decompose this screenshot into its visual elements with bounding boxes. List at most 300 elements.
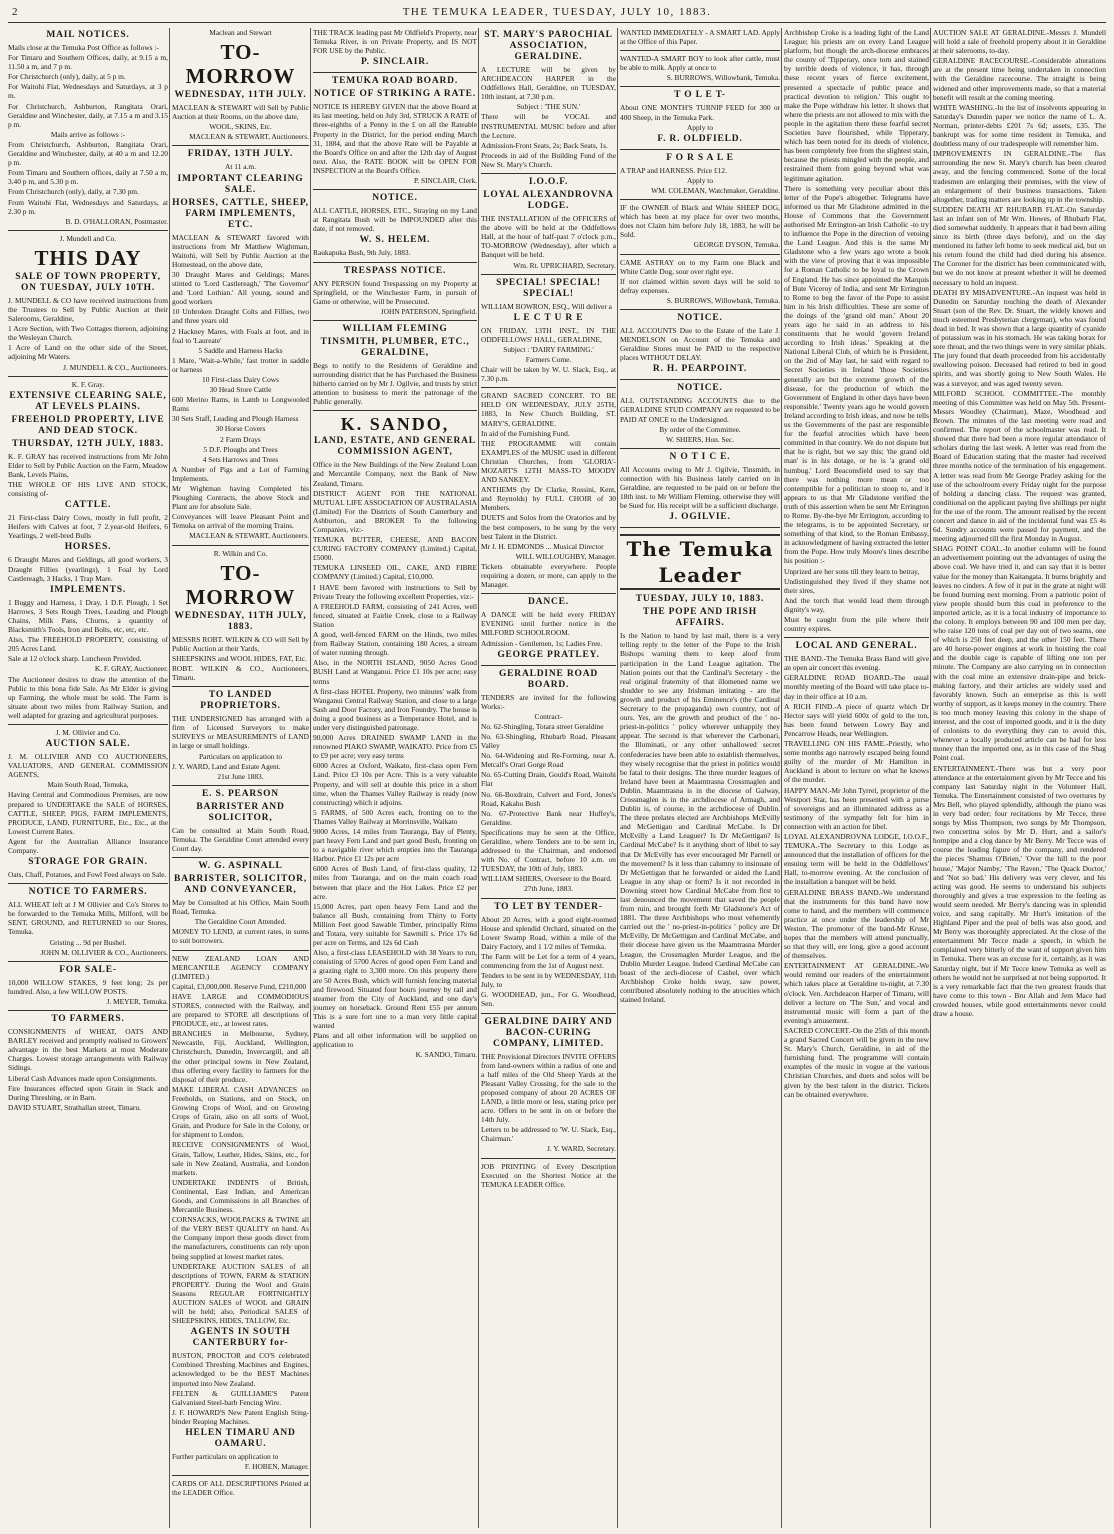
text-line: Mr Wightman having Completed his Ploughing Contracts, the above Stock and Plant are for absolute Sale. [172,484,309,512]
section-divider [172,785,309,786]
text-line: 27th June, 1883. [524,884,573,894]
text-line: Office in the New Buildings of the New Zealand Loan and Mercantile Company, next the Bank of New Zealand, Timaru. [313,460,477,488]
text-line: If not claimed within seven days will be sold to defray expenses. [620,276,780,295]
text-line: Also, a first-class LEASEHOLD with 38 Years to run, consisting of 5700 Acres of good open Fern Land and a grazing right to 3,300 more. On this property there are 50 Acres Bush, which will furnish fencing material and firewood. Situated four hours journey by rail and steamer from the City of Auckland, and one day's journey on horseback. Ground Rent £55 per annum This is a sure fort une to a man very little capital wanted [313,948,477,1030]
text-line: Liberal Cash Advances made upon Consignments. [8,1073,158,1083]
text-line: J. F. HOWARD'S New Patent English Sting-binder Reaping Machines. [172,1407,309,1426]
section-divider [172,857,309,858]
text-line: WEDNESDAY, 11TH JULY. [174,90,307,101]
text-line: The Farm will be Let for a term of 4 years, commencing from the 1st of August next. [481,951,616,971]
text-line: Apply to [686,122,714,132]
text-line: 2 Farm Drays [220,434,261,444]
text-line: TEMUKA LINSEED OIL, CAKE, AND FIBRE COMPANY (Limited.) Capital, £10,000. [313,563,477,582]
text-line: SALE OF TOWN PROPERTY, ON TUESDAY, JULY 10TH. [15,271,161,293]
text-line: LAND, ESTATE, AND GENERAL COMMISSION AGENT, [314,436,476,458]
text-line: Mails close at the Temuka Post Office as follows :- [8,43,159,52]
column-6 [784,28,929,1528]
text-line: Proceeds in aid of the Building Fund of the New St. Mary's Church. [481,150,616,169]
section-divider [313,189,477,190]
text-line: ALL WHEAT left at J M Ollivier and Co's Stores to be forwarded to the Temuka Mills, Milford, will be SENT, GROUND, and RETURNED to our Stores, Temuka. [8,900,168,937]
column-rule [169,28,170,1528]
text-line: May be Consulted at his Office, Main South Road, Temuka. [172,898,309,917]
text-line: TEMUKA BUTTER, CHEESE, AND BACON CURING FACTORY COMPANY (Limited.) Capital, £5000. [313,535,477,563]
text-line: 6000 Acres of Bush Land, of first-class quality, 12 miles from Tauranga, and on the main coach road between that place and the Hot Lakes. Price £2 per acre. [313,864,477,901]
column-3 [313,28,477,1528]
text-line: IMPROVEMENTS IN GERALDINE.-The flax surrounding the new St. Mary's church has been cleared away, and the fencing commenced. Some of the local tradesmen are enlarging their premises, with the view of an enlargement of their business transactions. Taken altogether, trading matters are looking up in the township. [933,149,1106,204]
text-line: SHEEPSKINS and WOOL HIDES, FAT, Etc. [172,653,307,663]
section-divider [8,883,168,884]
text-line: THURSDAY, 12TH JULY, 1883. [12,438,164,449]
text-line: GERALDINE ROAD BOARD. [498,668,599,690]
section-divider [8,230,168,231]
text-line: From Timaru and Southern offices, daily at 7.50 a m, 3.40 p m, and 5.30 p m. [8,168,168,187]
text-line: BRANCHES in Melbourne, Sydney, Newcastle, Fiji, Auckland, Wellington, Christchurch, Dunedin, Invercargill, and all the other principal towns in New Zealand, thus offering every facility to farmers for the disposal of their produce. [172,1029,309,1084]
section-divider [481,593,616,594]
text-line: 5 Saddle and Harness Hacks [198,345,283,355]
text-line: No. 67-Protective Bank near Huffey's, Geraldine. [481,808,616,827]
text-line: 5 FARMS, of 500 Acres each, fronting on to the Thames Valley Railway at Morrinsville, Waikato [313,807,477,826]
text-line: DEATH BY MISADVENTURE.-An inquest was held in Dunedin on Saturday touching the death of Alexander Stuart (son of the Rev. Dr. Stuart, the widely known and much esteemed Presbyterian clergyman), who was found dead in bed. It was shown that a large quantity of cyanide of potassium was in his stomach. He was taking borax for sore throat, and the two things were in very similar phials. The jury found that death proceeded from his accidentally swallowing poison. Deceased had retired to bed in good spirits, and was shortly going to New South Wales. He was a surveyor, and was aged twenty seven. [933,287,1106,388]
text-line: WILLIAM SHIERS, Overseer to the Board. [481,874,612,884]
text-line: BARRISTER, SOLICITOR, AND CONVEYANCER, [173,874,308,896]
text-line: SACRED CONCERT.-On the 25th of this month a grand Sacred Concert will be given in the new St. Mary's Church, Geraldine, in aid of the furnishing fund. The programme will contain examples of the music in vogue at the various Christian Churches, and duets and solos will be given by the best talent in the district. Tickets can be obtained everywhere. [784,1025,929,1099]
page-number: 2 [12,6,19,18]
text-line: ALL CATTLE, HORSES, ETC., Straying on my Land at Rangitata Bush will be IMPOUNDED after this date, if not removed. [313,206,477,234]
text-line: 10 Unbroken Draught Colts and Fillies, two and three years old [172,307,309,326]
text-line: WHITE WASHING.-In the list of insolvents appearing in Saturday's Dunedin paper we notice the name of L. A. Norman, printer-debts £201 7s 6d; assets, £35. The bankrupt was for some time resident in Temuka, and doubtless many of our tradespeople will remember him. [933,102,1106,149]
text-line: N O T I C E. [669,451,731,462]
text-line: Subject : 'DAIRY FARMING.' [503,344,594,354]
text-line: ON FRIDAY, 13TH INST., IN THE ODDFELLOWS' HALL, GERALDINE, [481,325,616,344]
section-divider [172,686,309,687]
text-line: The Geraldine Court Attended. [194,917,287,927]
text-line: 1 Acre of Land on the other side of the Street, adjoining Mr Waters. [8,343,168,362]
text-line: P. SINCLAIR. [360,57,430,68]
text-line: Admission - Gentlemen, 1s; Ladies Free. [481,638,603,648]
text-line: Having Central and Commodious Premises, are now prepared to UNDERTAKE the SALE of HORSES, CATTLE, SHEEP, PIGS, FARM IMPLEMENTS, PRODUCE, LAND, FURNITURE, Etc., Etc., at the Lowest Current Rates. [8,790,168,836]
text-line: SPECIAL! SPECIAL! SPECIAL! [496,277,601,299]
text-line: And the torch that would lead them through dignity's way, [784,595,929,614]
section-divider [784,637,929,638]
text-line: TO LANDED PROPRIETORS. [200,690,281,712]
section-divider [620,254,780,255]
text-line: By order of the Committee. [659,424,741,434]
text-line: WILLIAM BOWRON, ESQ., Will deliver a [481,301,612,311]
text-line: About 20 Acres, with a good eight-roomed House and splendid Orchard, situated on the Lower Swamp Road, within a mile of the Dairy Factory, and 1 1/2 miles of Temuka. [481,914,616,951]
text-line: FREEHOLD PROPERTY, LIVE AND DEAD STOCK. [11,414,165,436]
text-line: THE TRACK leading past Mr Oldfield's Property, near Temuka River, is on Private Property, and IS NOT FOR USE by the Public. [313,28,477,56]
column-5 [620,28,780,1528]
text-line: 600 Merino Rams, in Lamb to Longwooled Rams [172,395,309,414]
text-line: At 11 a.m. [225,162,256,172]
text-line: ROBT. WILKIN & CO., Auctioneers, Timaru. [172,663,309,683]
text-line: HELEN TIMARU AND OAMARU. [185,1428,296,1450]
text-line: J. MUNDELL & CO., Auctioneers. [63,362,168,372]
section-divider [172,545,309,546]
text-line: 5 D.F. Ploughs and Trees [203,444,278,454]
section-divider [481,665,616,666]
section-divider [8,961,168,962]
text-line: J. OGILVIE. [669,512,731,523]
text-line: SUDDEN DEATH AT RHUBARB FLAT.-On Saturday last an infant son of Mr Wm. Howes, of Rhubarb Flat, died somewhat suddenly. It appears that it had been ailing since its birth (three days before), and on the day mentioned its father left home to seek medical aid, but on his return found the child had died during his absence. The Coroner for the district has been communicated with, but we do not know at present whether it will be deemed necessary to hold an inquest. [933,204,1106,287]
text-line: RECEIVE CONSIGNMENTS of Wool, Grain, Tallow, Leather, Hides, Skins, etc., for sale in New Zealand, Australia, and London markets. [172,1140,309,1177]
text-line: 30 Draught Mares and Geldings; Mares stinted to 'Lord Castlereagh,' 'The Governor' and 'Lord Lothian.' All young, sound and good workers [172,269,309,307]
text-line: AUCTION SALE. [45,739,131,750]
text-line: TUESDAY, JULY 10, 1883. [635,594,765,605]
text-line: 10 First-class Dairy Cows [202,374,279,384]
text-line: NOTICE. [677,383,723,394]
text-line: Particulars on application to [198,751,283,761]
text-line: T O L E T- [674,90,726,101]
text-line: MAKE LIBERAL CASH ADVANCES on Freeholds, on Stations, and on Stock, on Growing Crops of Wool, and on Growing Crops of Grain, also on all sorts of Wool, Grain, and Produce for Sale in the Colony, or for shipment to London. [172,1084,309,1140]
text-line: Must be caught from the pile where their country expires. [784,615,929,634]
section-divider [8,1010,168,1011]
text-line: W. SHIERS, Hon. Sec. [665,434,735,444]
text-line: J. MEYER, Temuka. [106,996,168,1006]
text-line: Also, in the NORTH ISLAND, 9050 Acres Good BUSH Land at Wanganui. Price £1 10s per acre; easy terms [313,658,477,686]
text-line: No. 66-Boxdrain, Culvert and Ford, Jones's Road, Kakahu Bush [481,789,616,808]
text-line: From Christchurch, Ashburton, Rangitata Orari, Geraldine and Winchester, daily, at 40 a m and 12.20 p m. [8,139,168,168]
text-line: Mails arrive as follows :- [50,129,126,139]
text-line: Sale at 12 o'clock sharp. Luncheon Provided. [8,654,142,664]
text-line: GERALDINE DAIRY AND BACON-CURING COMPANY, LIMITED. [484,1016,613,1049]
section-divider [481,1158,616,1159]
text-line: TO FARMERS. [51,1014,125,1025]
column-2 [172,28,309,1528]
text-line: A Number of Pigs and a Lot of Farming Implements. [172,464,309,483]
text-line: WILLIAM FLEMING [342,323,448,334]
column-rule [478,28,479,1528]
text-line: All Accounts owing to Mr J. Ogilvie, Tinsmith, in connection with his Business lately carried on in Geraldine, are requested to be paid on or before the 18th inst. to Mr William Fleming, otherwise they will be Sued for. His receipt will be a sufficient discharge. [620,464,780,511]
text-line: K. F. GRAY has received instructions from Mr John Elder to Sell by Public Auction on the Farm, Meadow Bank, Levels Plains, [8,451,168,479]
text-line: For Christchurch (only), daily, at 5 p m. [8,72,126,82]
text-line: TEMUKA ROAD BOARD. [331,76,459,87]
text-line: 1 Mare, 'Wait-a-While,' fast trotter in saddle or harness [172,355,309,374]
text-line: Fire Insurances effected upon Grain in Stack and During Threshing, or in Barn. [8,1083,168,1102]
text-line: J. M. OLLIVIER AND CO AUCTIONEERS, VALUATORS, AND GENERAL COMMISSION AGENTS, [8,752,168,780]
text-line: Begs to notify to the Residents of Geraldine and surrounding district that he has Purchased the Business hitherto carried on by Mr J. Ogilvie, and trusts by strict attention to business to merit the patronage of the Public generally. [313,360,477,407]
text-line: About ONE MONTH'S TURNIP FEED for 300 or 400 Sheep, in the Temuka Park. [620,103,780,122]
text-line: SHAG POINT COAL.-In another column will be found an advertisement pointing out the advantages of using the above coal. We have tried it, and can say that it is better value for the money than Kaitangata. It burns brightly and leaves no cinders. A few of it put in the grate at night will be found burning next morning. From a patriotic point of view people should burn this coal in preference to the imported article, as it is a local industry of importance to the colony. It employs between 90 and 100 men per day, who raise 120 tons of coal per day out of two seams, one of which is 250 feet deep, and the other 150 feet. There are 40 horse-power engines at work in hoisting the coal and the double cage is capable of lifting one ton per minute. The Company are also carrying on in connection with the coal mine an extensive drain-pipe and brick-making factory, and their articles are widely used and favorably known. Such an enterprise as this is well worthy of support, as it keeps money in the country. There is too much money leaving this colony in the shape of interest, and the cost of imported goods, and it is the duty of colonists to do everything they can to avoid this, whenever a locally produced article can be had for less money than the imported one, as in this case of the Shag Point coal. [933,544,1106,763]
text-line: THE POPE AND IRISH AFFAIRS. [643,607,757,629]
text-line: K. F. GRAY, Auctioneer. [94,664,168,674]
text-line: Letters to be addressed to 'W. U. Slack, Esq., Chairman.' [481,1125,616,1144]
text-line: Farmers Come. [525,354,572,364]
text-line: FRIDAY, 13TH JULY. [187,149,294,160]
section-divider [172,1475,309,1476]
text-line: LOYAL ALEXANDROVNA LODGE, I.O.O.F., TEMUKA.-The Secretary to this Lodge as announced that the installation of officers for the ensuing term will be held in the Oddfellows' Hall, to-morrow evening. At the conclusion of the installation a banquet will be held. [784,831,929,887]
section-divider [172,145,309,146]
text-line: THE BAND.-The Temuka Brass Band will give an open air concert this evening. [784,654,929,673]
text-line: S. BURROWS, Willowbank, Temuka. [666,295,780,305]
text-line: W. G. ASPINALL [198,861,283,872]
text-line: Oats, Chaff, Potatoes, and Fowl Feed always on Sale. [8,870,167,880]
text-line: EXTENSIVE CLEARING SALE, AT LEVELS PLAINS. [9,390,167,412]
text-line: The Temuka Leader [620,534,780,590]
text-line: ANTHEMS (by Dr Clarke, Rossini, Kent, and Reynolds) by FULL CHOIR of 30 Members. [481,485,616,513]
text-line: HORSES, CATTLE, SHEEP, FARM IMPLEMENTS, ETC. [172,197,309,230]
section-divider [620,448,780,449]
text-line: DISTRICT AGENT FOR THE NATIONAL MUTUAL LIFE ASSOCIATION OF AUSTRALASIA (Limited) For the Districts of South Canterbury and Ashburton, and BROKER To the following Companies, viz:- [313,488,477,534]
text-line: For Christchurch, Ashburton, Rangitata Orari, Geraldine and Winchester, daily, at 7.15 a m and 3.15 p m. [8,101,168,129]
text-line: NEW ZEALAND LOAN AND MERCANTILE AGENCY COMPANY (LIMITED.) [172,953,309,981]
text-line: TO LET BY TENDER- [494,901,603,912]
text-line: WANTED IMMEDIATELY - A SMART LAD. Apply at the Office of this Paper. [620,28,780,47]
column-rule [617,28,618,1528]
text-line: UNDERTAKE AUCTION SALES of all descriptions of TOWN, FARM & STATION PROPERTY. During the Wool and Grain Seasons REGULAR FORTNIGHTLY AUCTION SALES of WOOL and GRAIN will be held; also, Periodical SALES of SHEEPSKINS, HIDES, TALLOW, Etc. [172,1261,309,1326]
section-divider [481,173,616,174]
column-rule [930,28,931,1528]
text-line: HORSES. [64,542,112,553]
text-line: DUETS and Solos from the Oratorios and by the best composers, to be sung by the very best Talent in the District. [481,513,616,541]
text-line: I HAVE been favored with instructions to Sell by Private Treaty the following excellent Properties, viz:- [313,582,477,601]
text-line: LOCAL AND GENERAL. [795,641,918,652]
section-divider [620,149,780,150]
section-divider [481,898,616,899]
text-line: LOYAL ALEXANDROVNA LODGE. [483,190,614,212]
text-line: TRAVELLING ON HIS FAME.-Priestly, who some months ago narrowly escaped being found guilty of the murder of Mr Hamilton in Auckland is about to lecture on what he knows of the murder. [784,739,929,785]
text-line: K. SANDO, Timaru. [415,1050,477,1060]
section-divider [8,376,168,377]
text-line: ALL ACCOUNTS Due to the Estate of the Late J. MENDELSON on Account of the Temuka and Geraldine Stores must be PAID to the respective places WITHOUT DELAY. [620,325,780,363]
text-line: The Auctioneer desires to draw the attention of the Public to this bona fide Sale. As Mr Elder is giving up Farming, the whole must be sold. The Farm is situate about two miles from Railway Station, and well adapted for grazing and agricultural purposes. [8,674,168,720]
text-line: THE Provisional Directors INVITE OFFERS from land-owners within a radius of one and a half miles of the Old Sheep Yards at the Pleasant Valley Crossing, for the sale to the proposed company of about 20 ACRES OF LAND, a little more or less, stating price per acre. Offers to be sent in on or before the 14th July. [481,1051,616,1125]
text-line: No. 65-Cutting Drain, Gould's Road, Waitohi Flat [481,770,616,789]
text-line: J. Y. WARD, Secretary. [547,1144,616,1154]
text-line: BARRISTER AND SOLICITOR, [196,801,285,823]
text-line: MACLEAN & STEWART will Sell by Public Auction at their Rooms, on the above date, [172,103,309,122]
text-line: 21st June 1883. [217,771,264,781]
text-line: NOTICE OF STRIKING A RATE. [313,89,476,100]
text-line: 30 Horse Covers [215,424,266,434]
text-line: 4 Sets Harrows and Trees [202,454,279,464]
text-line: Archbishop Croke is a leading light of the Land League; his priests are on every Land League platform, but though the arch-diocese embraces the county of 'Tipperary, once torn and stained by terrible deeds of violence, it has, through these recent years of fierce excitement, presented a spectacle of public peace and practical devotion to religion.' This ought to make the Pope withdraw his letter. It shows that where the priests are not allowed to mix with the people in the agitation there these fearful secret Societies have flourished, while Tipperary, which has been noted for its deeds of violence, has been completely free from the slightest stain, because the priests mingled with the people, and restrained them from going beyond what was legitimate agitation. [784,28,929,183]
text-line: RUSTON, PROCTOR and CO'S celebrated Combined Threshing Machines and Engines, acknowledged to be the BEST Machines imported into New Zealand. [172,1351,309,1388]
text-line: WANTED-A SMART BOY to look after cattle, must be able to milk. Apply at once to [620,54,780,73]
text-line: THE INSTALLATION of the OFFICERS of the above will be held at the Oddfellows Hall, at the hour of half-past 7 o'clock p.m., TO-MORROW (Wednesday), after which a Banquet will be held. [481,214,616,260]
column-4 [481,28,616,1528]
text-line: UNDERTAKE INDENTS of British, Continental, East Indian, and American Goods, and Commissions in all Branches of Mercantile Business. [172,1177,309,1215]
text-line: JOHN PATERSON, Springfield. [380,306,477,316]
text-line: NOTICE. [677,312,723,323]
text-line: No. 62-Shingling, Totara street Geraldine [481,721,604,731]
text-line: K. SANDO, [340,414,450,435]
text-line: IMPORTANT CLEARING SALE. [177,173,304,195]
column-7 [933,28,1106,1528]
text-line: CATTLE. [64,500,112,511]
text-line: Capital, £3,000,000. Reserve Fund, £210,000 [172,981,307,991]
text-line: WM. COLEMAN, Watchmaker, Geraldine. [651,185,780,195]
text-line: F. HOBEN, Manager. [244,1462,309,1472]
section-divider [481,274,616,275]
text-line: Contract- [534,711,563,721]
section-divider [172,950,309,951]
text-line: THE PROGRAMME will contain EXAMPLES of the MUSIC used in different Christian Churches, from 'GLORIA'-MOZART'S 12TH MASS-TO MOODY AND SANKEY. [481,438,616,485]
section-divider [481,1013,616,1014]
text-line: NOTICE TO FARMERS. [28,887,148,898]
section-divider [313,410,477,411]
text-line: From Waitohi Flat, Wednesdays and Saturdays, at 2.30 p m. [8,197,168,216]
text-line: DANCE. [528,597,569,608]
text-line: Plans and all other information will be supplied on application to [313,1031,477,1050]
text-line: NOTICE. [372,193,418,204]
section-divider [620,309,780,310]
text-line: GRAND SACRED CONCERT. TO BE HELD ON WEDNESDAY, JULY 25TH, 1883, In New Church Building, ST. MARY'S, GERALDINE. [481,391,616,428]
text-line: P. SINCLAIR, Clerk. [413,176,477,186]
text-line: R. H. PEARPOINT. [652,364,748,375]
text-line: L E C T U R E [513,312,584,323]
text-line: ENTERTAINMENT AT GERALDINE.-We would remind our readers of the entertainment which takes place at Geraldine to-night, at 7.30 o'clock. Ven. Archdeacon Harper of Timaru, will deliver a lecture on 'The Sun,' and vocal and instrumental music will form a part of the evening's amusement. [784,961,929,1025]
section-divider [313,320,477,321]
text-line: Maclean and Stewart [209,28,272,37]
text-line: WOOL, SKINS, Etc. [209,122,272,132]
text-line: E. S. PEARSON [202,788,279,799]
text-line: CONSIGNMENTS of WHEAT, OATS AND BARLEY received and promptly realised to Growers' advantage in the best Markets at most Moderate Charges. Lowest storage arrangements with Railway Sidings. [8,1027,168,1073]
text-line: S. BURROWS, Willowbank, Temuka. [666,73,780,83]
text-line: B. D. O'HALLORAN, Postmaster. [65,216,168,226]
text-line: Further particulars on application to [172,1452,279,1462]
text-line: THE UNDERSIGNED has arranged with a firm of Licensed Surveyors to make SURVEYS or MEASUREMENTS of LAND in large or small holdings. [172,714,309,751]
text-line: Tenders to be sent in by WEDNESDAY, 11th July, to [481,971,616,990]
text-line: MACLEAN & STEWART, Auctioneers. [189,132,309,142]
text-line: I.O.O.F. [528,177,569,188]
text-line: R. Wilkin and Co. [213,548,268,558]
text-line: No. 64-Widening and Re-Forming, near A. Metcalf's Orari Gorge Road [481,751,616,770]
section-divider [8,724,168,725]
text-line: TINSMITH, PLUMBER, ETC., GERALDINE, [320,336,470,358]
text-line: 1 Acre Section, with Two Cottages thereon, adjoining the Wesleyan Church. [8,324,168,343]
text-line: MILFORD SCHOOL COMMITTEE.-The monthly meeting of this Committee was held on May 5th. Present-Messrs Woodley (Chairman), Maze, Woodhead and Brown. The minutes of the last meeting were read and confirmed. The report of the schoolmaster was read. It showed that there had been a more regular attendance of scholars during the last week. A letter was read from the Board of Education stating that the master had received three months notice of the termination of his engagement. A letter was read from Mr George Pratley asking for the use of the schoolroom every Friday night for the purpose of holding a dancing class. The request was granted, conditional on the applicant paying five shillings per night for the use of the room. The amount realised by the recent concert and dance in aid of the incidental fund was £5 4s 6d. Sundry accounts were passed for payment, and the meeting adjourned till the first Monday in August. [933,388,1106,544]
text-line: A LECTURE will be given by ARCHDEACON HARPER in the Oddfellows Hall, Geraldine, on TUESDAY, 10th instant, at 7.30 p.m. [481,65,616,102]
text-line: GERALDINE ROAD BOARD.-The usual monthly meeting of the Board will take place to-day in their office at 10 a.m. [784,673,929,701]
text-line: MONEY TO LEND, at current rates, in sums to suit borrowers. [172,927,309,946]
text-line: GERALDINE RACECOURSE.-Considerable alterations are at the present time being undertaken in connection with the Geraldine racecourse. The straight is being widened and other improvements made, so that a material benefit will result at the coming meeting. [933,56,1106,102]
text-line: MACLEAN & STEWART favored with instructions from Mr Matthew Wightman, Waitohi, will Sell by Public Auction at the Homestead, on the above date, [172,232,309,269]
text-line: Admission-Front Seats, 2s; Back Seats, 1s. [481,140,608,150]
text-line: ANY PERSON found Trespassing on my Property at Springfield, or the Winchester Farm, in pursuit of Game or otherwise, will be Prosecuted. [313,278,477,306]
text-line: JOB PRINTING of Every Description Executed on the Shortest Notice at the TEMUKA LEADER Office. [481,1161,616,1189]
text-line: A FREEHOLD FARM, consisting of 241 Acres, well fenced, situated at Fairlie Creek, close to a Railway Station [313,601,477,629]
text-line: Mr J. H. EDMONDS ... Musical Director [481,541,604,551]
text-line: J. Y. WARD, Land and Estate Agent. [172,761,281,771]
text-line: MAIL NOTICES. [46,30,130,40]
text-line: Unprized are her sons till they learn to betray, [784,566,920,576]
text-line: A RICH FIND.-A piece of quartz which Dr Hector says will yield 600z of gold to the ton, has been found between Lowry Bay and Pencarrow Heads, near Wellington. [784,701,929,738]
text-line: F. R. OLDFIELD. [657,133,743,144]
section-divider [313,72,477,73]
masthead [8,4,1106,23]
section-divider [620,199,780,200]
column-rule [781,28,782,1528]
text-line: CAME ASTRAY on to my Farm one Black and White Cattle Dog, sour over right eye. [620,257,780,276]
text-line: J. Mundell and Co. [59,233,117,243]
text-line: IMPLEMENTS. [49,584,127,595]
text-line: There is something very peculiar about this letter of the Pope's altogether. Telegrams have informed us that Mr Gladstone admitted in the House of Commons that the Government authorised Mr Errington-an Irish Catholic -to try to influence the Pope in the direction of vetoing the Land League. And this is the same Mr Gladstone who a few years ago wrote a book with the view of proving that it was impossible for a Roman Catholic to be loyal to the Crown of England. He has since appointed the Marquis of Bute Viceroy of India, and sent Mr Errington to Rome to beg the favor of the Pope to assist him in his Irish difficulties. These are some of the doings of the 'grand old man.' About 20 years ago he said in an address to his constituents that he would 'govern Ireland according to Irish ideas.' Speaking at the National Liberal Club, of which he is President, on the 2nd of May last, he said with regard to Secret Societies in Ireland 'those Societies generally are but the extreme growth of the disease, for the production of which the Government of England in other days have been responsible.' Twenty years ago he would govern Ireland according to Irish ideas, and now he tells us the Governments of the past are responsible for the fearful atrocities which have been committed in that country. We do not dispute but that he is right, but we say this; 'the grand old man' is in his dotage, or he is 'a grand old humbug.' Lord Beaconsfield used to say that there was nothing more mean or too contemptible for a politician to stoop to, and it appears to us that Mr Gladstone verified the truth of this assertion when he sent Mr Errington to Rome. By-the-bye Mr Errington, according to the telegrams, is to be appointed Secretary, or something of that kind, to the Roman Embassy, in acknowledgment of having extracted the letter from the Pope. How truly Moore's lines describe his position :- [784,183,929,566]
newspaper-header: THE TEMUKA LEADER, TUESDAY, JULY 10, 1883. [402,6,712,18]
text-line: Can be consulted at Main South Road, Temuka. The Geraldine Court attended every Court day. [172,825,309,853]
text-line: ALL OUTSTANDING ACCOUNTS due to the GERALDINE STUD COMPANY are requested to be PAID AT ONCE to the Undersigned. [620,396,780,424]
text-line: Specifications may be seen at the Office, Geraldine, where Tenders are to be sent in, addressed to the Chairman, and endorsed with No. of Contract, before 10 a.m. on TUESDAY, the 10th of July, 1883. [481,827,616,874]
text-line: W. S. HELEM. [359,235,431,246]
text-line: Main South Road, Temuka, [47,780,129,790]
text-line: 9000 Acres, 14 miles from Tauranga, Bay of Plenty, part heavy Fern Land and part good Bush, fronting on to a navigable river which empties into the Tauranga Harbor. Price £1 12s per acre [313,827,477,864]
text-line: TO-MORROW [185,40,296,89]
text-line: J. MUNDELL & CO have received instructions from the Trustees to Sell by Public Auction at their Salerooms, Geraldine, [8,295,168,324]
text-line: 21 First-class Dairy Cows, mostly in full profit, 2 Heifers with Calves at foot, 7 2.year-old Heifers, 6 Yearlings, 2 well-bred Bulls [8,513,168,541]
text-line: Gristing ... 9d per Bushel. [49,937,127,947]
text-line: GERALDINE BRASS BAND.-We understand that the instruments for this band have now come to hand, and the members will commence practice at once under the leadership of Mr Weston. The promoter of the band-Mr Kruse, hopes that the members will attend punctually, so that they will, ere long, give a good account of themselves. [784,887,929,961]
section-divider [481,387,616,388]
text-line: Wm. Rt. UPRICHARD, Secretary. [513,260,616,270]
text-line: Apply to [686,175,714,185]
section-divider [620,527,780,528]
text-line: Subject : 'THE SUN.' [516,102,581,112]
text-line: DAVID STUART, Strathallan street, Timaru. [8,1102,141,1112]
text-line: HAPPY MAN.-Mr John Tyrrel, proprietor of the Westport Star, has been presented with a purse of sovereigns and an illuminated address as a testimony of the sympathy felt for him in connection with an action for libel. [784,785,929,831]
text-line: TENDERS are invited for the following Works:- [481,692,616,711]
text-line: ENTERTAINMENT.-There was but a very poor attendance at the entertainment given by Mr Tecce and his company last Saturday night in the Volunteer Hall, Temuka. The Entertainment consisted of two overtures by Mrs Bell, who played splendidly, although the piano was in very bad order; four recitations by Mr Tecce, three songs by Miss Thompson, two songs by Mr Thompson, two concertina solos by Mr D. Hurt, and a sailor's hornpipe and a clog dance by Mr Berry. Mr Tecce was of course the leading figure of the company, and rendered the pieces 'Shamus O'Brien,' 'Over the hill to the poor house,' 'Major Namby,' 'The Raven,' 'The Quack Doctor,' and 'Not so bad.' His delivery was very clever, and his acting was good. He seems to understand his subjects thoroughly and gives a true expression to the feeling as would seem needed. Mr Berry's dancing was in splendid voice, and sang capitally. Mr Hurt's imitation of the Highland Piper and the peal of bells was also good, and Mr Berry was thoroughly appreciated. At the close of the entertainment Mr Tecce made a speech, in which he complained very bitterly of the want of support given him in Temuka. There was an excuse for it, certainly, as it was Saturday night, but if Mr Tecce knew Temuka as well as others he would not be surprised at not being supported. It is a very remarkable fact that the two greatest frauds that have come to this town - Bru Allah and Jem Mace had crowded houses, while good entertainments never could draw a house. [933,763,1106,1019]
section-divider [620,50,780,51]
text-line: From Christchurch (only), daily, at 7.30 pm. [8,187,139,197]
text-line: MACLEAN & STEWART, Auctioneers. [189,531,309,541]
text-line: HAVE LARGE and COMMODIOUS STORES, connected with the Railway, and are prepared to STORE all descriptions of PRODUCE, etc., at lowest rates. [172,991,309,1029]
text-line: CARDS OF ALL DESCRIPTIONS Printed at the LEADER Office. [172,1479,309,1498]
text-line: A DANCE will be held every FRIDAY EVENING until further notice in the MILFORD SCHOOLROOM. [481,610,616,638]
text-line: THE WHOLE OF HIS LIVE AND STOCK, consisting of- [8,480,168,499]
text-line: Is the Nation to hand by last mail, there is a very telling reply to the letter of the Pope to the Irish Bishops warning them to keep aloof from participation in the Land League agitation. The Nation points out that the Cardinal's Secretary - the real original fraternity of that illomened name we shudder to see any Irishman imitating - are the growth and product of his Eminence's (the Cardinal Secretary to the propaganda) own country, not of ours. Yes, are the growth and product of the ' no-priest-in-politics ' policy wherever unhappily they appear. The second is that wherever the Carbonari, the Illuminati, or any other unhallowed secret confederacies have been able to establish themselves, they wisely recognise that the priest in politics would be fatal to their designs. The three murder leagues of Ireland have been at Maamtrasna Crossmaglen and Dublin. Maamtrasna is in the diocese of Galway, Crossmaglen is in the archdiocese of Armagh, and Dublin is, of course, in the archdiocese of Dublin. The three prelates elected are Archbishops McEvilly and McGettigan and Cardinal McCabe. Is Dr McEvilly a Land Leaguer? Is Dr McGettigan? Is Cardinal McCabe? Is it anything short of libel to say that Dr McEvilly has ever encouraged Mr Parnell or the movement? Is it less than calumny to insinuate of Dr McGettigan that he forwarded or aided the Land League in any shap or form? Is it not recorded in Downing street how Cardinal McCabe from first to last denounced the movement that saved the people from ruin, and brought forth Mr Gladstone's Act of 1881. The three Archbishops who most vehemently carried out the ' no-priest-in-politics ' policy are Dr McEvilly, Dr McGettigan and Cardinal McCabe, and their diocese have given us the Maamtrasna Murder League, the Crossmaglen Murder League, and the Dublin Murder League. Indeed Cardinal McCabe can boast of the arch-diocese of Cashel, over which Archbishop Croke holds sway, saw power, contributed absolutely nothing to the atrocities which stained Ireland. [620,631,780,1005]
text-line: Conveyances will leave Pleasant Point and Temuka on arrival of the morning Trains. [172,512,309,531]
text-line: JOHN M. OLLIVIER & CO., Auctioneers. [40,947,168,957]
section-divider [620,86,780,87]
text-line: 6000 Acres at Oxford, Waikato, first-class open Fern Land. Price £3 10s per Acre. This is a very valuable Property, and will sell at double this price in a short time, when the Thames Valley Railway is ready (now constructing) which it adjoins. [313,761,477,807]
text-line: Chair will be taken by W. U. Slack, Esq., at 7.30 p.m. [481,365,616,384]
text-line: GEORGE DYSON, Temuka. [693,240,780,250]
text-line: In aid of the Furnishing Fund. [481,428,570,438]
text-line: A good, well-fenced FARM on the Hinds, two miles from Railway Station, containing 180 Acres, a stream of water running through. [313,630,477,658]
text-line: There will be VOCAL and INSTRUMENTAL MUSIC before and after the Lecture. [481,112,616,140]
text-line: FELTEN & GUILLIAME'S Patent Galvanised Steel-barb Fencing Wire. [172,1388,309,1407]
section-divider [313,262,477,263]
text-line: TO-MORROW [185,560,296,609]
text-line: 90,000 Acres DRAINED SWAMP LAND in the renowned PIAKO SWAMP, WAIKATO. Price from £5 to £9 per acre; very easy terms [313,733,477,761]
text-line: Tickets obtainable everywhere. People requiring a dozen, or more, can apply to the Manager. [481,561,616,590]
text-line: G. WOODHEAD, jun., For G. Woodhead, Sen. [481,990,616,1009]
text-line: For Waitohi Flat, Wednesdays and Saturdays, at 3 p m. [8,82,168,101]
text-line: J. M. Ollivier and Co. [55,727,121,737]
text-line: WEDNESDAY, 11TH JULY, 1883. [174,610,307,632]
text-line: Raukapuka Bush, 9th July, 1883. [313,248,411,258]
text-line: A TRAP and HARNESS. Price £12. [620,165,727,175]
section-divider [620,379,780,380]
text-line: 1 Buggy and Harness, 1 Dray, 1 D.F. Plough, 1 Set Harrows, 3 Sets Rough Trees, Leading and Plough Chains, Milk Pans, Churns, a quantity of Blacksmith's Tools, Iron and Bolts, etc, etc, etc. [8,597,168,635]
text-line: K. F. Gray. [71,379,105,389]
text-line: 2 Hackney Mares, with Foals at foot, and in foal to 'Laureate' [172,326,309,345]
text-line: GEORGE PRATLEY. [497,649,600,660]
text-line: FOR SALE- [59,964,117,975]
text-line: 10,000 WILLOW STAKES, 9 feet long; 2s per hundred. Also, a few WILLOW POSTS. [8,977,168,996]
text-line: THIS DAY [34,245,142,270]
text-line: ST. MARY'S PAROCHIAL ASSOCIATION, GERALDINE. [484,30,613,62]
text-line: F O R S A L E [666,152,734,163]
text-line: Undistinguished they lived if they shame not their sires, [784,576,929,595]
text-line: Also, The FREEHOLD PROPERTY, consisting of 205 Acres Land. [8,635,168,654]
text-line: Agent for the Australian Alliance Insurance Company. [8,836,168,855]
text-line: TRESPASS NOTICE. [343,265,447,276]
column-rule [310,28,311,1528]
text-line: IF the OWNER of Black and White SHEEP DOG, which has been at my place for over two months, does not Claim him before July 18, 1883, he will be Sold. [620,203,780,240]
text-line: A first-class HOTEL Property, two minutes' walk from Wanganui Central Railway Station, and close to a large Sash and Door Factory, and Iron Foundry. The house is doing a good business as a Temperance Hotel, and is under very distinguished patronage. [313,686,477,732]
text-line: MESSRS ROBT. WILKIN & CO will Sell by Public Auction at their Yards, [172,634,309,653]
